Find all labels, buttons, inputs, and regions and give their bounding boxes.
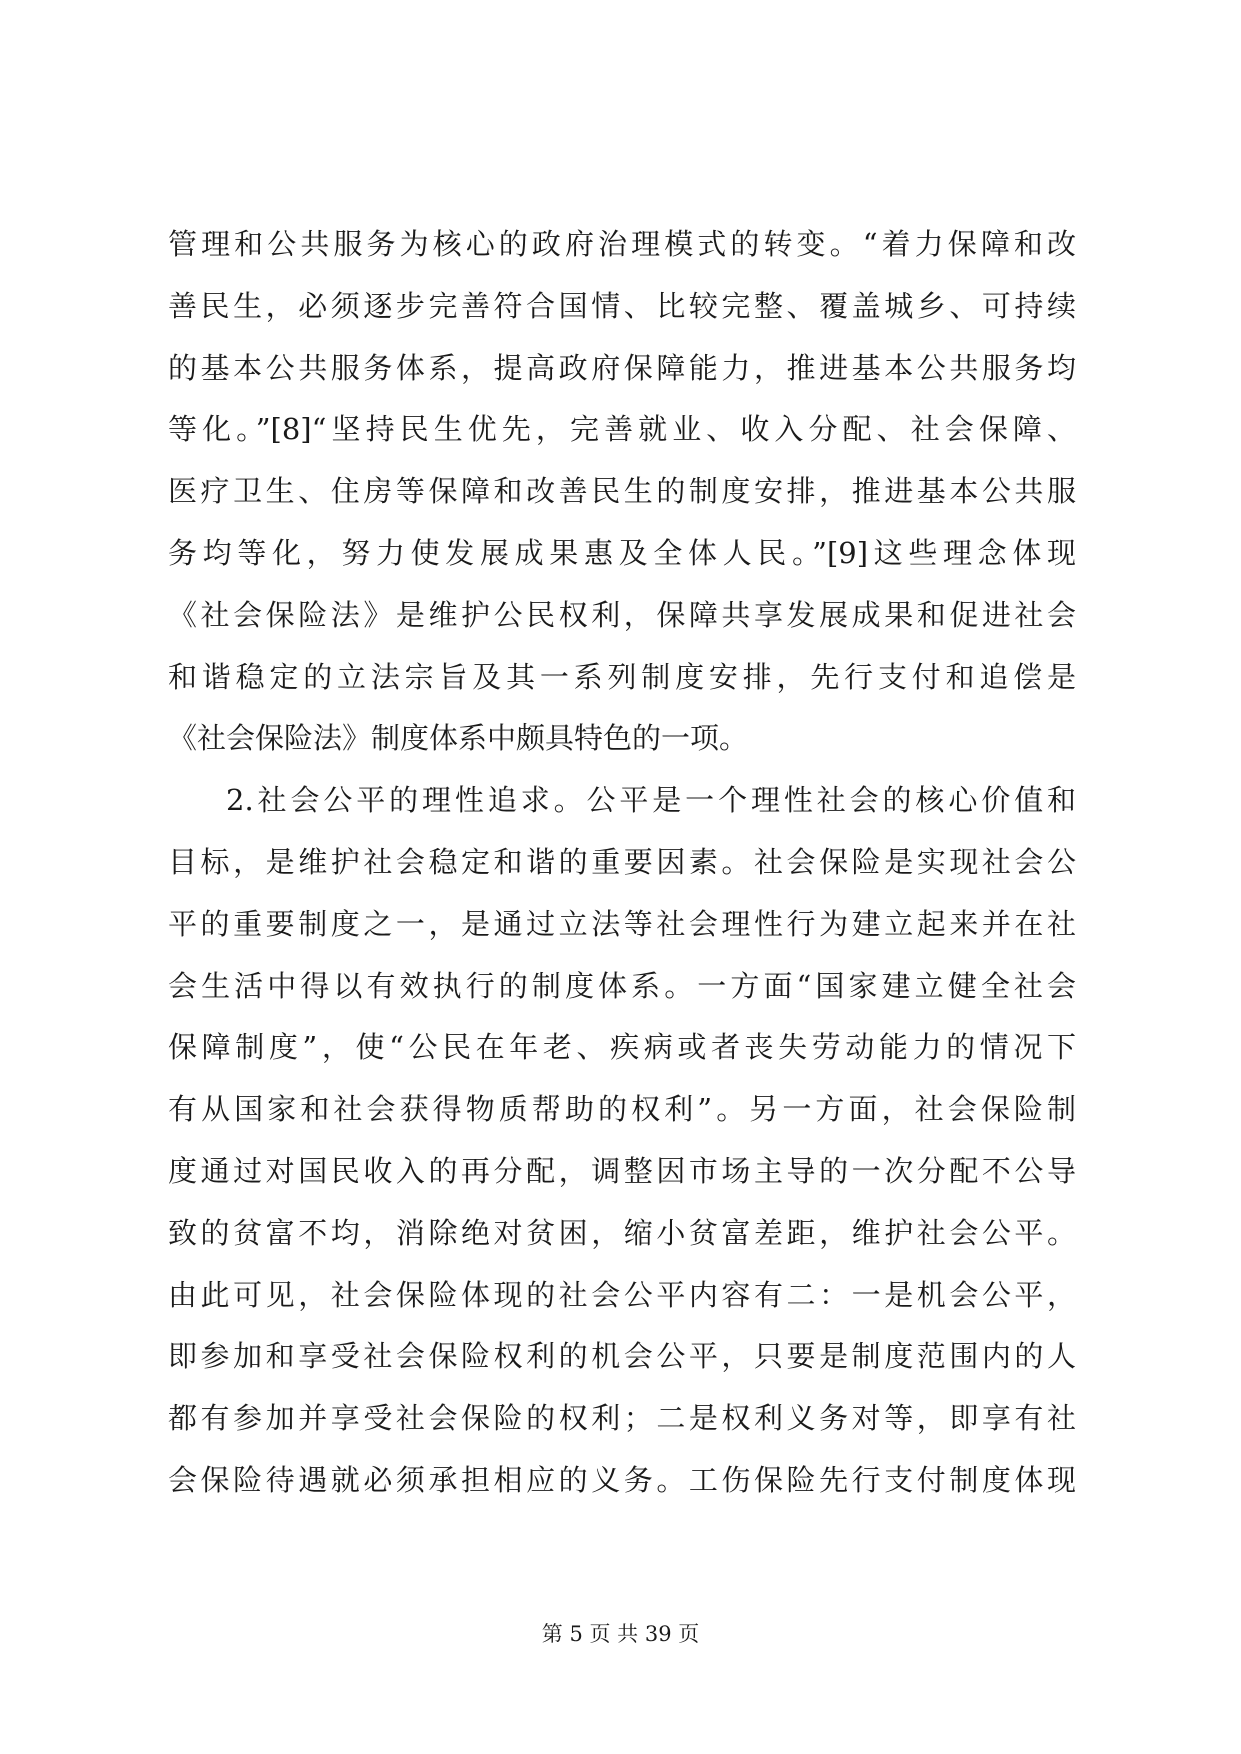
body-text bbox=[168, 224, 1076, 1522]
text-line: 致的贫富不均，消除绝对贫困，缩小贫富差距，维护社会公平。 bbox=[168, 1215, 1076, 1250]
text-line: 有从国家和社会获得物质帮助的权利”。另一方面，社会保险制 bbox=[168, 1092, 1076, 1127]
text-line: 善民生，必须逐步完善符合国情、比较完整、覆盖城乡、可持续 bbox=[168, 288, 1076, 323]
text-line: 和谐稳定的立法宗旨及其一系列制度安排，先行支付和追偿是 bbox=[168, 659, 1076, 694]
page-number-footer: 第 5 页 共 39 页 bbox=[541, 1622, 700, 1646]
text-line: 会生活中得以有效执行的制度体系。一方面“国家建立健全社会 bbox=[168, 968, 1076, 1003]
text-line: 即参加和享受社会保险权利的机会公平，只要是制度范围内的人 bbox=[168, 1339, 1076, 1374]
text-line: 平的重要制度之一，是通过立法等社会理性行为建立起来并在社 bbox=[168, 906, 1076, 941]
paragraph-2 bbox=[168, 780, 1076, 1522]
text-line: 保障制度”，使“公民在年老、疾病或者丧失劳动能力的情况下 bbox=[168, 1030, 1076, 1065]
text-line: 《社会保险法》制度体系中颇具特色的一项。 bbox=[168, 721, 749, 756]
text-line: 会保险待遇就必须承担相应的义务。工伤保险先行支付制度体现 bbox=[168, 1462, 1076, 1497]
text-line: 《社会保险法》是维护公民权利，保障共享发展成果和促进社会 bbox=[168, 597, 1076, 632]
text-line: 2.社会公平的理性追求。公平是一个理性社会的核心价值和 bbox=[226, 783, 1076, 818]
text-line: 等化。”[8]“坚持民生优先，完善就业、收入分配、社会保障、 bbox=[168, 412, 1076, 447]
paragraph-1 bbox=[168, 224, 1076, 780]
text-line: 务均等化，努力使发展成果惠及全体人民。”[9]这些理念体现 bbox=[168, 535, 1076, 570]
text-line: 管理和公共服务为核心的政府治理模式的转变。“着力保障和改 bbox=[168, 227, 1076, 261]
text-line: 都有参加并享受社会保险的权利；二是权利义务对等，即享有社 bbox=[168, 1401, 1076, 1436]
text-line: 的基本公共服务体系，提高政府保障能力，推进基本公共服务均 bbox=[168, 350, 1076, 385]
text-line: 医疗卫生、住房等保障和改善民生的制度安排，推进基本公共服 bbox=[168, 474, 1076, 509]
text-line: 目标，是维护社会稳定和谐的重要因素。社会保险是实现社会公 bbox=[168, 844, 1076, 879]
text-line: 由此可见，社会保险体现的社会公平内容有二：一是机会公平， bbox=[168, 1277, 1076, 1312]
text-line: 度通过对国民收入的再分配，调整因市场主导的一次分配不公导 bbox=[168, 1153, 1076, 1188]
